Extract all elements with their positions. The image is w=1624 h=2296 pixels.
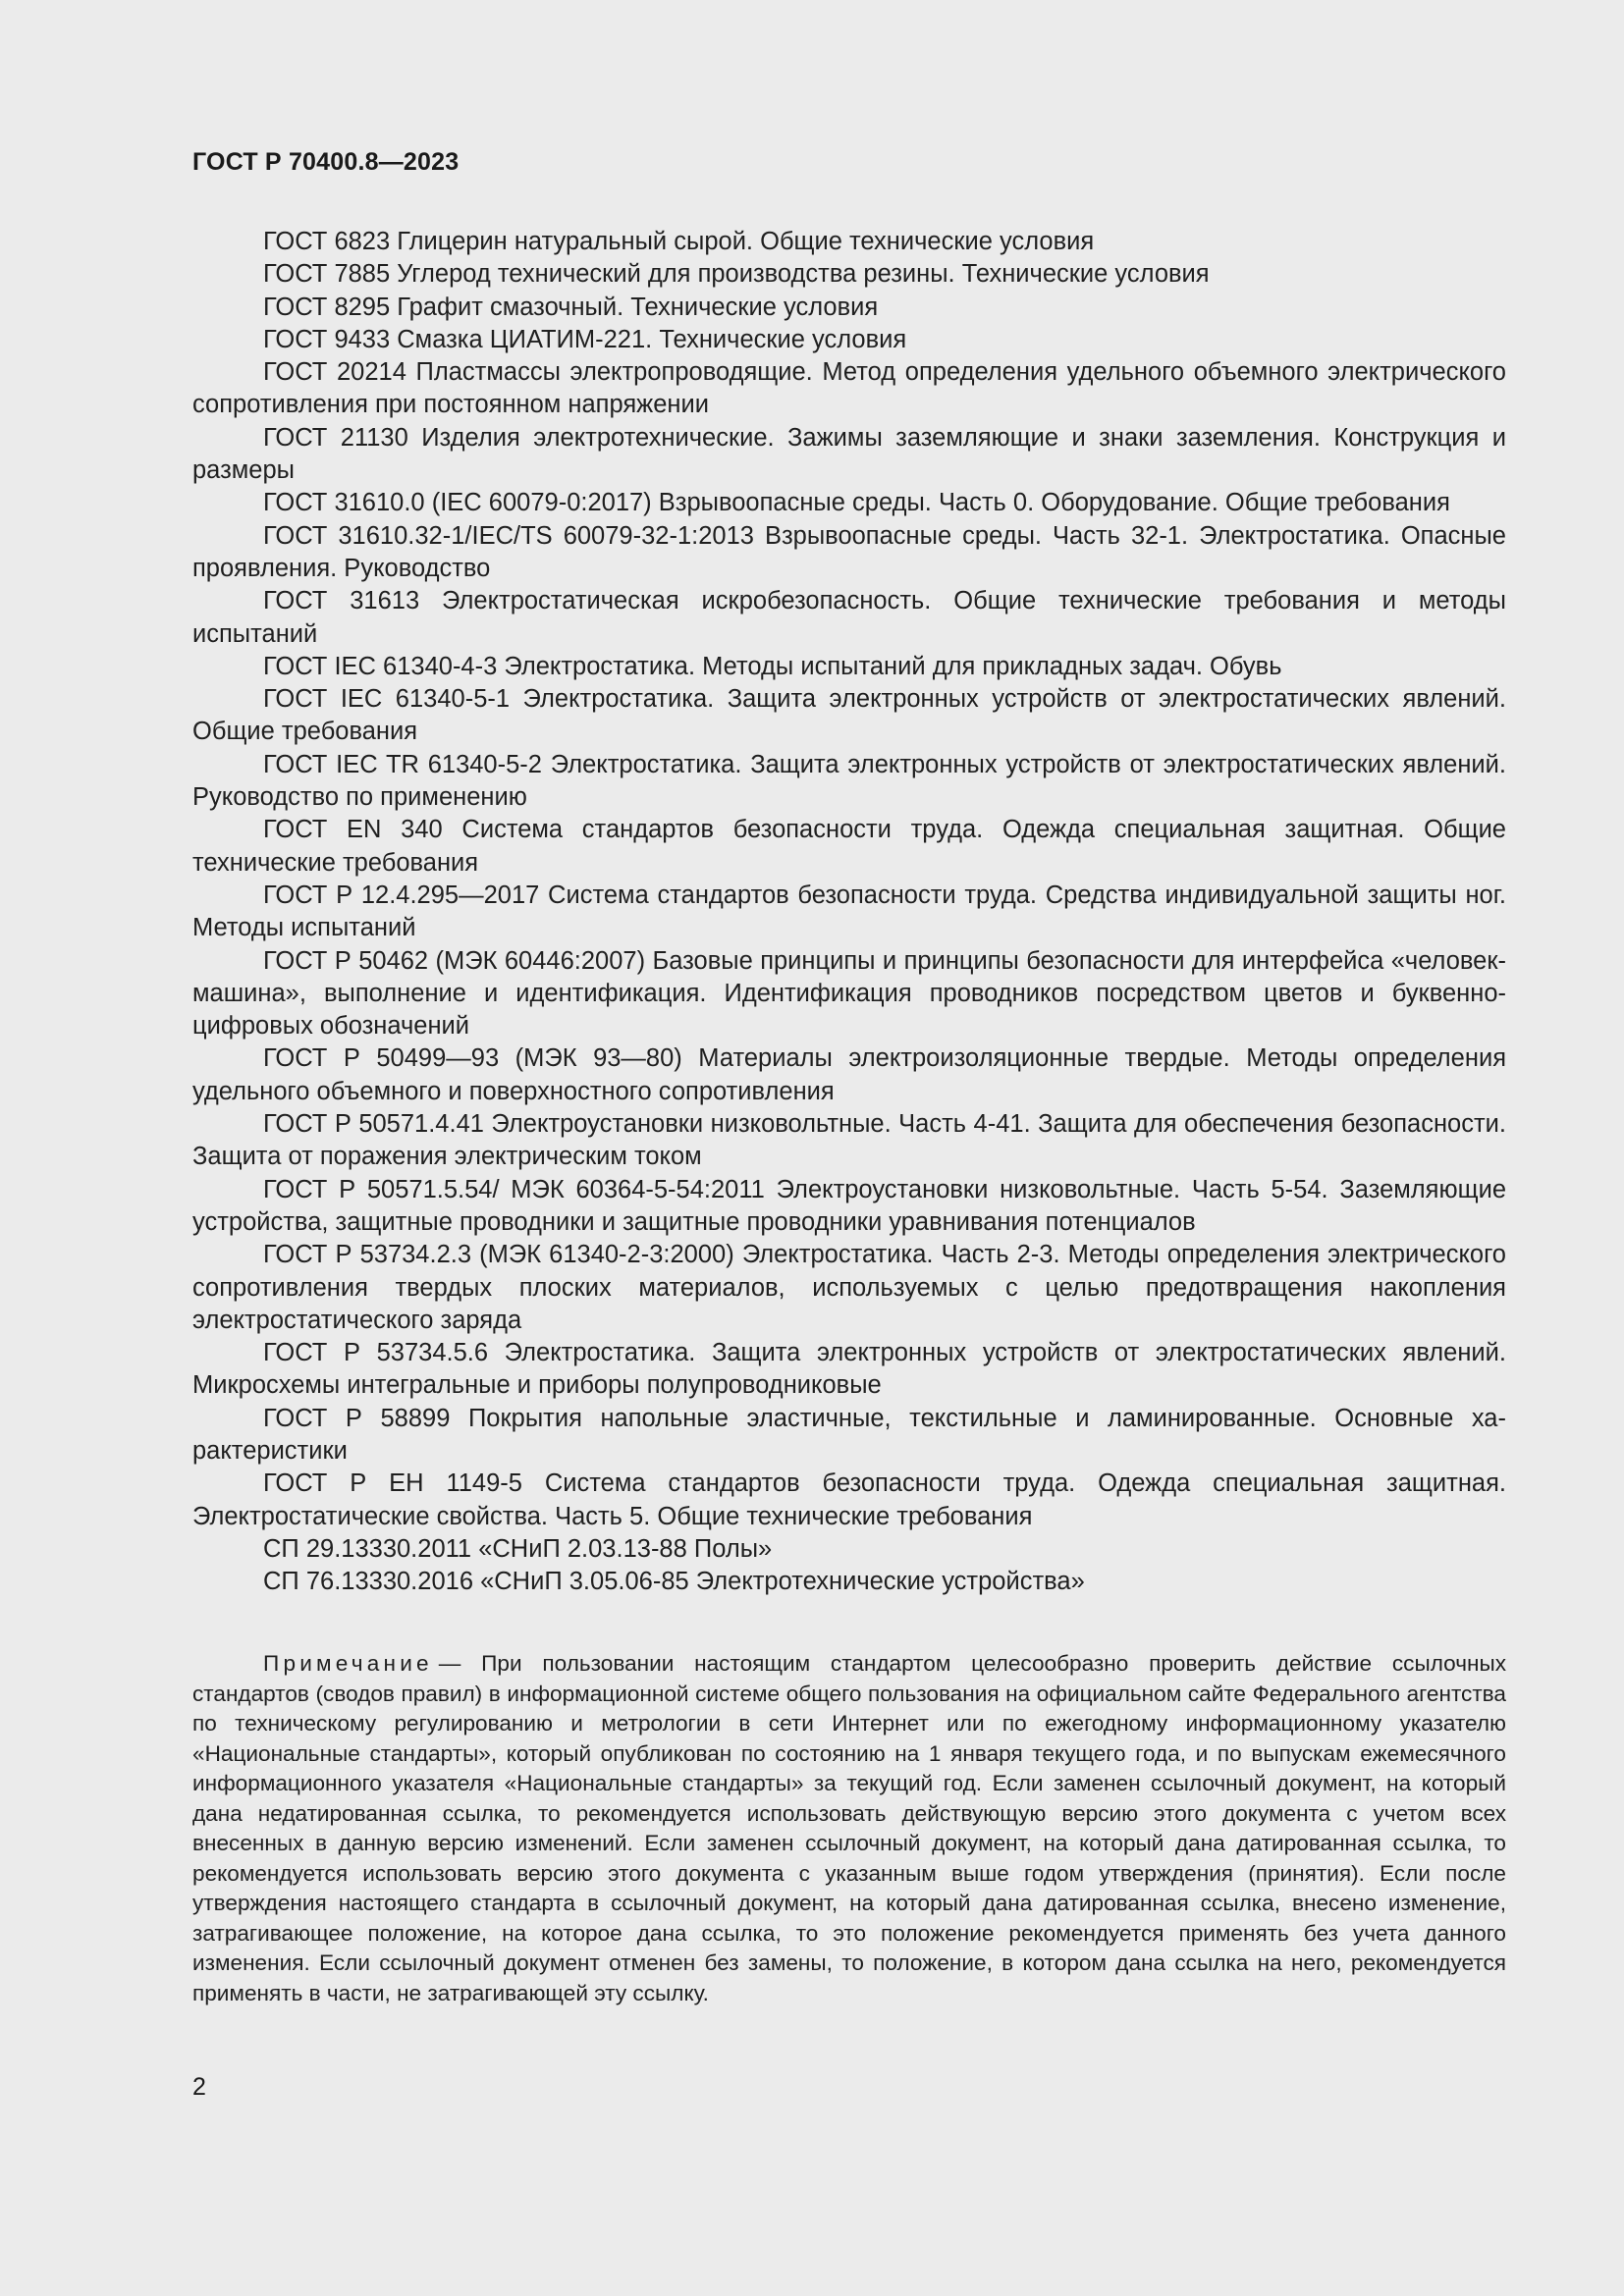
reference-item: СП 76.13330.2016 «СНиП 3.05.06-85 Электротехнические устройства» [263,1568,1085,1596]
reference-item: ГОСТ 31613 Электростатическая искробезопасность. Общие технические требования и методы испытаний [192,587,1506,648]
note-paragraph [192,1649,1506,2008]
reference-item: ГОСТ Р 50462 (МЭК 60446:2007) Базовые принципы и принципы безопасности для интерфейса «человек-машина», выполнение и идентификация. Идентификация проводников посредством цветов и буквенно-цифровых обозначений [192,946,1506,1041]
reference-item: ГОСТ 9433 Смазка ЦИАТИМ-221. Технические условия [263,325,907,353]
reference-item: ГОСТ Р 50571.5.54/ МЭК 60364-5-54:2011 Электроустановки низковольтные. Часть 5-54. Заземляющие устройства, защитные проводники и защитные проводники уравнивания потенциалов [192,1175,1506,1236]
reference-item: ГОСТ Р 58899 Покрытия напольные эластичные, текстильные и ламинированные. Основные характеристики [192,1404,1506,1465]
reference-item: СП 29.13330.2011 «СНиП 2.03.13-88 Полы» [263,1534,773,1563]
reference-item: ГОСТ Р 53734.2.3 (МЭК 61340-2-3:2000) Электростатика. Часть 2-3. Методы определения электрического сопротивления твердых плоских материалов, используемых с целью предотвращения накопления электростатического заряда [192,1241,1506,1334]
reference-item: ГОСТ Р 12.4.295—2017 Система стандартов безопасности труда. Средства индивидуальной защиты ног. Методы испытаний [192,881,1506,942]
reference-item: ГОСТ IEC 61340-5-1 Электростатика. Защита электронных устройств от электростатических явлений. Общие требования [192,685,1506,746]
page-number: 2 [192,2073,206,2101]
reference-item: ГОСТ 7885 Углерод технический для производства резины. Технические условия [263,260,1210,289]
reference-item: ГОСТ Р 50499—93 (МЭК 93—80) Материалы электроизоляционные твердые. Методы определения удельного объемного и поверхностного сопротивления [192,1044,1506,1105]
normative-references-list [192,226,1506,1598]
reference-item: ГОСТ IEC 61340-4-3 Электростатика. Методы испытаний для прикладных задач. Обувь [263,652,1282,680]
reference-item: ГОСТ EN 340 Система стандартов безопасности труда. Одежда специальная защитная. Общие технические требования [192,816,1506,877]
reference-item: ГОСТ Р 50571.4.41 Электроустановки низковольтные. Часть 4-41. Защита для обеспечения безопасности. Защита от поражения электрическим током [192,1110,1506,1171]
reference-item: ГОСТ 21130 Изделия электротехнические. Зажимы заземляющие и знаки заземления. Конструкция и размеры [192,423,1506,485]
reference-item: ГОСТ 31610.0 (IEC 60079-0:2017) Взрывоопасные среды. Часть 0. Оборудование. Общие требования [263,489,1450,517]
document-page [192,0,1506,2296]
document-code-header: ГОСТ Р 70400.8—2023 [192,148,460,176]
reference-item: ГОСТ Р ЕН 1149-5 Система стандартов безопасности труда. Одежда специальная защитная. Электростатические свойства. Часть 5. Общие технические требования [192,1469,1506,1530]
note-label: Примечание [263,1651,433,1676]
reference-item: ГОСТ 8295 Графит смазочный. Технические условия [263,293,879,321]
reference-item: ГОСТ Р 53734.5.6 Электростатика. Защита электронных устройств от электростатических явлений. Микросхемы интегральные и приборы полупроводниковые [192,1339,1506,1400]
reference-item: ГОСТ 31610.32-1/IEC/TS 60079-32-1:2013 Взрывоопасные среды. Часть 32-1. Электростатика. Опасные проявления. Руководство [192,521,1506,582]
reference-item: ГОСТ IEC TR 61340-5-2 Электростатика. Защита электронных устройств от электростатических явлений. Руководство по применению [192,750,1506,812]
reference-item: ГОСТ 6823 Глицерин натуральный сырой. Общие технические условия [263,228,1095,255]
note-text: — При пользовании настоящим стандартом целесообразно проверить действие ссылочных стандартов (сводов правил) в информационной системе общего пользования на официальном сайте Федерального агентства по техническому регулированию и метрологии в сети Интернет или по ежегодному информационному указателю «Национальные стандарты», который опубликован по состоянию на 1 января текущего года, и по выпускам ежемесячного информационного указателя «Национальные стандарты» за текущий год. Если заменен ссылочный документ, на который дана недатированная ссылка, то рекомендуется использовать действующую версию этого документа с учетом всех внесенных в данную версию изменений. Если заменен ссылочный документ, на который дана датированная ссылка, то рекомендуется использовать версию этого документа с указанным выше годом утверждения (принятия). Если после утверждения настоящего стандарта в ссылочный документ, на который дана датированная ссылка, внесено изменение, затрагивающее положение, на которое дана ссылка, то это положение рекомендуется применять без учета данного изменения. Если ссылочный документ отменен без замены, то положение, в котором дана ссылка на него, рекомендуется применять в части, не затрагивающей эту ссылку. [192,1651,1506,2005]
reference-item: ГОСТ 20214 Пластмассы электропроводящие. Метод определения удельного объемного электрического сопротивления при постоянном напряжении [192,358,1506,419]
